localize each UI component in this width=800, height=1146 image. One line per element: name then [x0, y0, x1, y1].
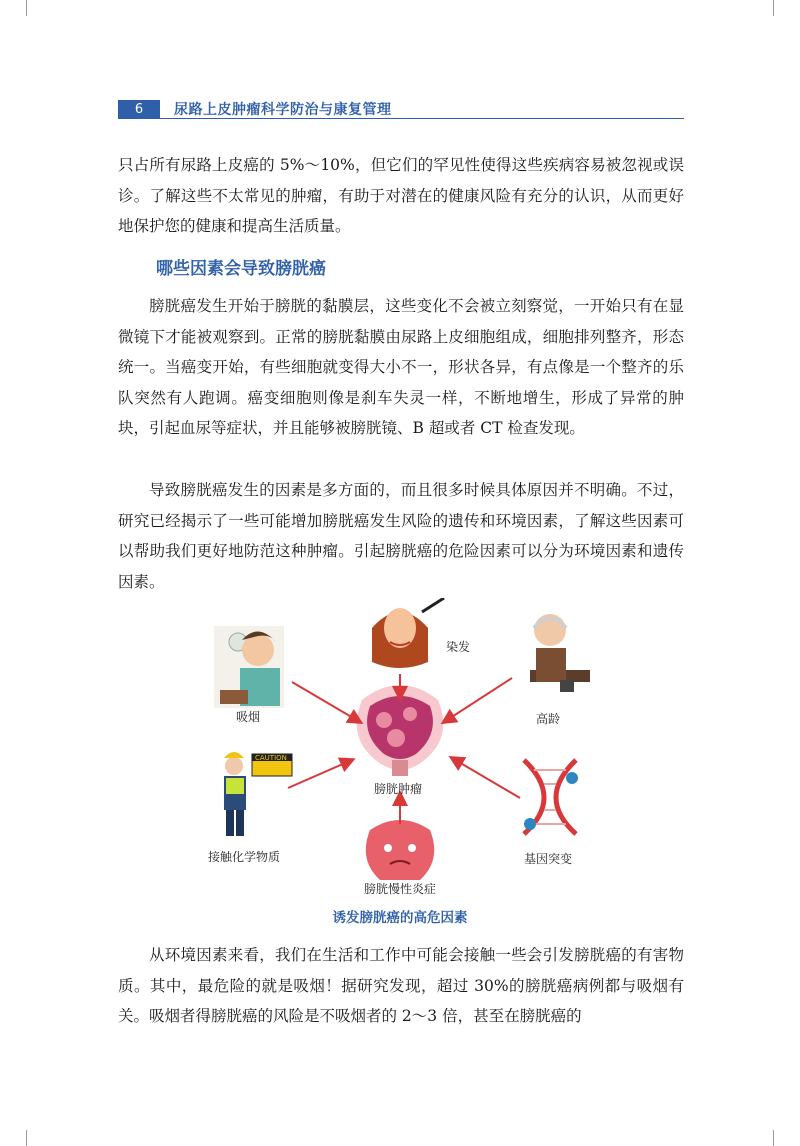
chemical-worker-icon [224, 752, 292, 836]
inflamed-bladder-icon [366, 820, 434, 880]
crop-mark [773, 1130, 774, 1146]
risk-factor-figure [200, 598, 620, 928]
bladder-tumor-icon [357, 685, 444, 776]
section-heading: 哪些因素会导致膀胱癌 [156, 259, 326, 279]
figure-caption: 诱发膀胱癌的高危因素 [332, 910, 468, 926]
factor-label-chemicals: 接触化学物质 [208, 850, 281, 864]
running-header [118, 100, 392, 118]
paragraph-4: 从环境因素来看，我们在生活和工作中可能会接触一些会引发膀胱癌的有害物质。其中，最危险的就是吸烟！据研究发现，超过 30%的膀胱癌病例都与吸烟有关。吸烟者得膀胱癌的风险是不吸烟者的 2～3 倍，甚至在膀胱癌的 [118, 946, 684, 1025]
smoking-person-icon [214, 626, 284, 708]
caution-sign-label: CAUTION [255, 754, 287, 762]
factor-label-gene: 基因突变 [524, 852, 573, 866]
factor-label-smoking: 吸烟 [236, 710, 261, 724]
hair-dye-woman-icon [372, 598, 444, 668]
paragraph-1: 只占所有尿路上皮癌的 5%～10%，但它们的罕见性使得这些疾病容易被忽视或误诊。了解这些不太常见的肿瘤，有助于对潜在的健康风险有充分的认识，从而更好地保护您的健康和提高生活质量。 [118, 156, 684, 235]
crop-mark [26, 1130, 27, 1146]
running-title: 尿路上皮肿瘤科学防治与康复管理 [174, 102, 392, 118]
header-rule [118, 118, 684, 119]
paragraph-2: 膀胱癌发生开始于膀胱的黏膜层，这些变化不会被立刻察觉，一开始只有在显微镜下才能被观察到。正常的膀胱黏膜由尿路上皮细胞组成，细胞排列整齐，形态统一。当癌变开始，有些细胞就变得大小不一，形状各异，有点像是一个整齐的乐队突然有人跑调。癌变细胞则像是刹车失灵一样，不断地增生，形成了异常的肿块，引起血尿等症状，并且能够被膀胱镜、B 超或者 CT 检查发现。 [118, 297, 684, 437]
paragraph-3: 导致膀胱癌发生的因素是多方面的，而且很多时候具体原因并不明确。不过，研究已经揭示了一些可能增加膀胱癌发生风险的遗传和环境因素，了解这些因素可以帮助我们更好地防范这种肿瘤。引起膀胱癌的危险因素可以分为环境因素和遗传因素。 [118, 481, 684, 591]
factor-label-old-age: 高龄 [536, 712, 561, 726]
factor-label-cystitis: 膀胱慢性炎症 [364, 882, 437, 896]
elderly-man-icon [530, 614, 590, 692]
crop-mark [26, 0, 27, 16]
center-label-bladder-tumor: 膀胱肿瘤 [374, 782, 423, 796]
crop-mark [773, 0, 774, 16]
factor-label-hair-dye: 染发 [446, 640, 471, 654]
page-number: 6 [118, 100, 160, 118]
dna-helix-icon [524, 760, 578, 834]
